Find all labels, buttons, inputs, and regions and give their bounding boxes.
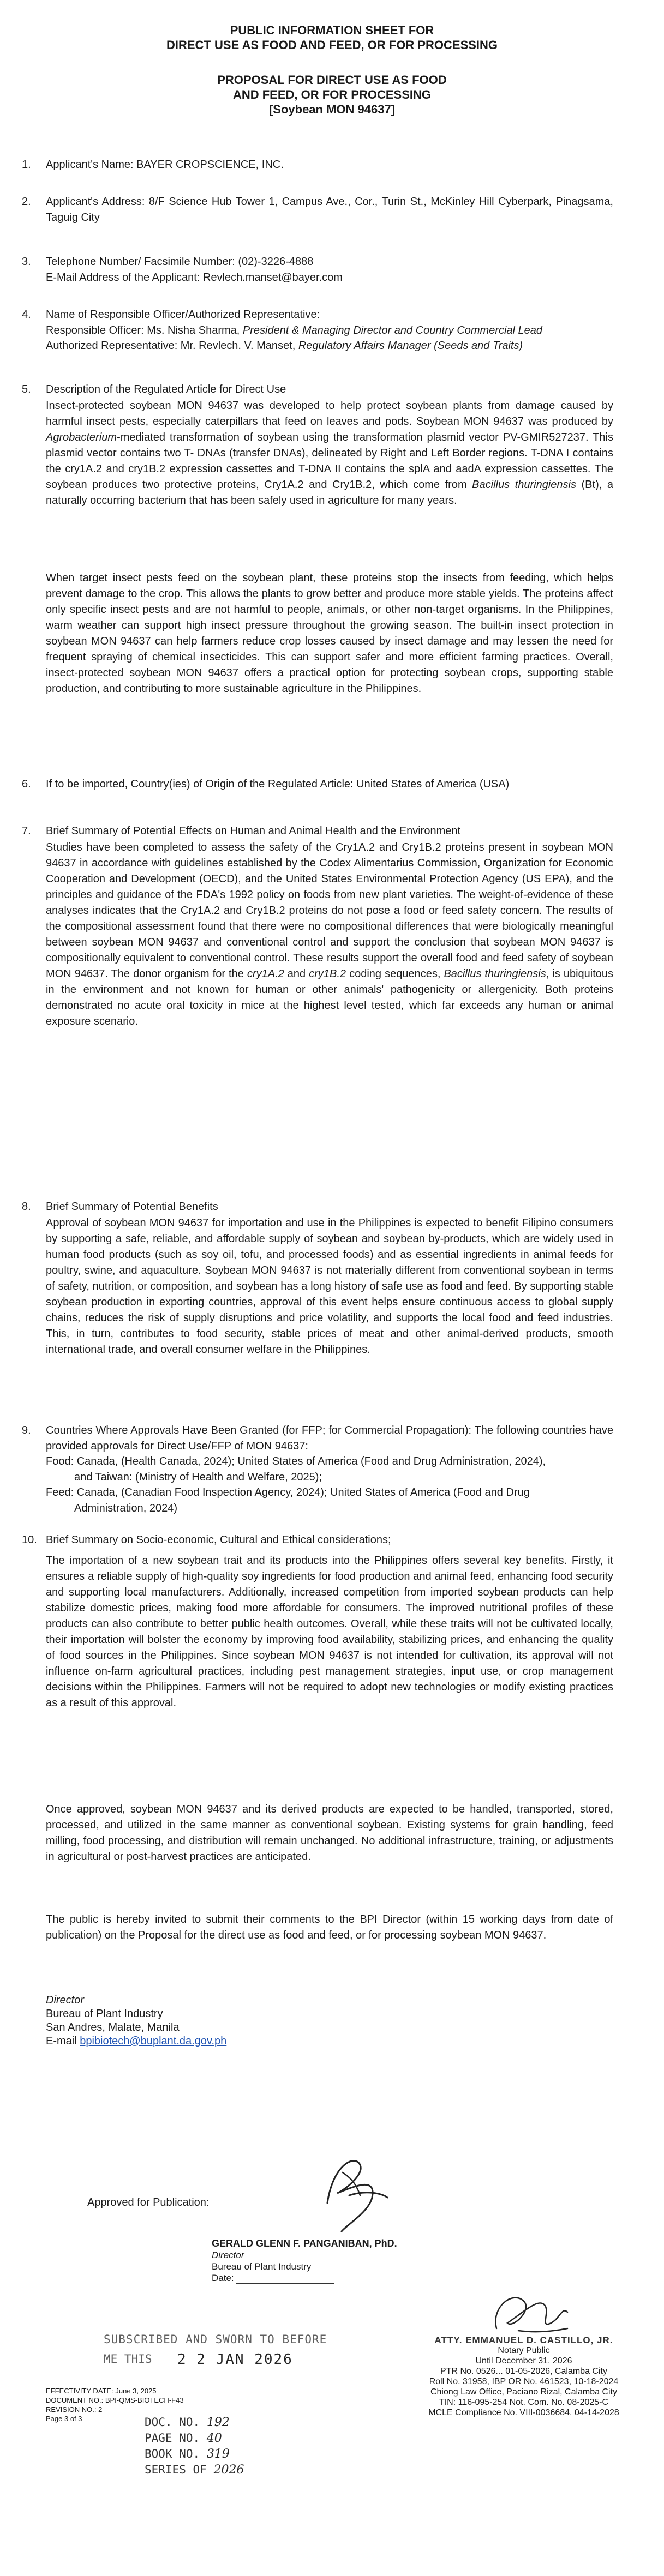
header-title-1: PUBLIC INFORMATION SHEET FOR bbox=[230, 23, 434, 37]
paragraph-7: Studies have been completed to assess the safety of the Cry1A.2 and Cry1B.2 proteins present in soybean MON 94637 in accordance with guidelines established by the Codex Alimentarius Commission, Organization for Economic Cooperation and Development (OECD), and the United States Environmental Protection Agency (US EPA), and the principles and guidance of the FDA's 1992 policy on foods from new plant varieties. The weight-of-evidence of these analyses indicates that the Cry1A.2 and Cry1B.2 proteins do not pose a food or feed safety concern. The results of the compositional assessment found that there were no compositional differences that were biologically meaningful between soybean MON 94637 and conventional control and support the conclusion that soybean MON 94637 is compositionally equivalent to conventional control. These results support the overall food and feed safety of soybean MON 94637. The donor organism for the cry1A.2 and cry1B.2 coding sequences, Bacillus thuringiensis, is ubiquitous in the environment and not known for human or other animals' pathogenicity or allergenicity. Both proteins demonstrated no acute oral toxicity in mice at the highest level tested, which far exceeds any human or animal exposure scenario. bbox=[46, 841, 614, 1027]
country-of-origin: If to be imported, Country(ies) of Origin of the Regulated Article: United States of America (USA) bbox=[46, 778, 510, 790]
paragraph-5a: Insect-protected soybean MON 94637 was developed to help protect soybean plants from damage caused by harmful insect pests, especially caterpillars that feed on leaves and pods. Soybean MON 94637 was produced by Agrobacterium-mediated transformation of soybean using the transformation plasmid vector PV-GMIR527237. This plasmid vector contains two T- DNAs (transfer DNAs), delineated by Right and Left Border regions. T-DNA I contains the cry1A.2 and cry1B.2 expression cassettes and T-DNA II contains the splA and aadA expression cassettes. The soybean produces two protective proteins, Cry1A.2 and Cry1B.2, which come from Bacillus thuringiensis (Bt), a naturally occurring bacterium that has been safely used in agriculture for many years. bbox=[46, 400, 613, 507]
series-of: SERIES OF 2026 bbox=[145, 2463, 244, 2477]
food-approvals-cont: and Taiwan: (Ministry of Health and Welfare, 2025); bbox=[74, 1471, 322, 1483]
proposal-subject: [Soybean MON 94637] bbox=[268, 103, 396, 116]
notarial-register bbox=[145, 2415, 244, 2478]
bureau-address: San Andres, Malate, Manila bbox=[46, 2021, 180, 2033]
feed-approvals-cont: Administration, 2024) bbox=[74, 1502, 177, 1514]
item-number: 8. bbox=[22, 1201, 31, 1213]
section-5-heading: Description of the Regulated Article for Direct Use bbox=[46, 383, 286, 395]
item-4 bbox=[22, 307, 613, 354]
item-7 bbox=[22, 823, 613, 839]
effectivity-date: EFFECTIVITY DATE: June 3, 2025 bbox=[46, 2387, 157, 2395]
food-approvals: Food: Canada, (Health Canada, 2024); United States of America (Food and Drug Administration, 2024), bbox=[46, 1455, 546, 1467]
feed-approvals: Feed: Canada, (Canadian Food Inspection Agency, 2024); United States of America (Food and Drug bbox=[46, 1486, 530, 1498]
proposal-title-2: AND FEED, OR FOR PROCESSING bbox=[232, 88, 432, 101]
stamp-date: 2 2 JAN 2026 bbox=[177, 2351, 293, 2368]
director-address-block bbox=[46, 1994, 226, 2048]
telephone-number: Telephone Number/ Facsimile Number: (02)-3226-4888 bbox=[46, 256, 314, 268]
item-6 bbox=[22, 777, 613, 792]
public-invitation: The public is hereby invited to submit their comments to the BPI Director (within 15 working days from date of publication) on the Proposal for the direct use as food and feed, or for processing soybean MON 94637. bbox=[46, 1913, 613, 1941]
me-this-stamp: ME THIS bbox=[104, 2352, 152, 2366]
director-signature bbox=[295, 2143, 404, 2241]
responsible-officer: Responsible Officer: Ms. Nisha Sharma, President & Managing Director and Country Commercial Lead bbox=[46, 324, 543, 336]
item-number: 5. bbox=[22, 383, 31, 395]
item-number: 3. bbox=[22, 256, 31, 268]
notary-mcle: MCLE Compliance No. VIII-0036684, 04-14-2028 bbox=[428, 2408, 619, 2417]
header-title-2: DIRECT USE AS FOOD AND FEED, OR FOR PROCESSING bbox=[166, 38, 498, 52]
approver-name: GERALD GLENN F. PANGANIBAN, PhD. bbox=[212, 2238, 397, 2249]
notary-roll: Roll No. 31958, IBP OR No. 461523, 10-18-2024 bbox=[429, 2377, 619, 2386]
approved-for-publication-label: Approved for Publication: bbox=[87, 2196, 210, 2208]
page-number: Page 3 of 3 bbox=[46, 2415, 82, 2423]
item-3 bbox=[22, 254, 613, 285]
paragraph-10b: Once approved, soybean MON 94637 and its derived products are expected to be handled, transported, stored, processed, and utilized in the same manner as conventional soybean. Existing systems for grain handling, feed milling, food processing, and distribution will remain unchanged. No additional infrastructure, training, or adjustments in agricultural or post-harvest practices are anticipated. bbox=[46, 1803, 613, 1863]
item-10 bbox=[22, 1532, 613, 1548]
notary-until: Until December 31, 2026 bbox=[475, 2356, 572, 2366]
book-no: BOOK NO. 319 bbox=[145, 2447, 230, 2461]
approver-org: Bureau of Plant Industry bbox=[212, 2261, 312, 2272]
notary-address: Chiong Law Office, Paciano Rizal, Calamba City bbox=[430, 2387, 618, 2397]
item-number: 2. bbox=[22, 196, 31, 208]
paragraph-8: Approval of soybean MON 94637 for importation and use in the Philippines is expected to benefit Filipino consumers by supporting a safe, reliable, and affordable supply of soybean and soybean by-products, which are widely used in human food products (such as soy oil, tofu, and processed foods) and as essential ingredients in animal feeds for poultry, swine, and aquaculture. Soybean MON 94637 is not materially different from conventional soybean in terms of safety, nutrition, or composition, and soybean has a long history of safe use as food and feed. By supporting stable soybean production in exporting countries, approval of this event helps ensure continuous access to global supply chains, reduces the risk of supply disruptions and price volatility, and supports the local food and feed industries. This, in turn, contributes to food security, stable prices of meat and other animal-derived products, smooth international trade, and overall consumer welfare in the Philippines. bbox=[46, 1217, 613, 1356]
paragraph-5b: When target insect pests feed on the soybean plant, these proteins stop the insects from feeding, which helps prevent damage to the crop. This allows the plants to grow better and produce more stable yields. The proteins affect only specific insect pests and are not harmful to people, animals, or other non-target organisms. In the Philippines, warm weather can support high insect pressure throughout the growing season. The built-in insect protection in soybean MON 94637 can help farmers reduce crop losses caused by insect damage and may lessen the need for frequent spraying of chemical insecticides. This can support safer and more efficient farming practices. Overall, insect-protected soybean MON 94637 offers a practical option for protecting soybean crops, supporting stable production, and contributing to more sustainable agriculture in the Philippines. bbox=[46, 572, 613, 695]
item-number: 1. bbox=[22, 159, 31, 171]
item-2 bbox=[22, 194, 613, 225]
applicant-name: Applicant's Name: BAYER CROPSCIENCE, INC. bbox=[46, 159, 284, 171]
authorized-representative: Authorized Representative: Mr. Revlech. V. Manset, Regulatory Affairs Manager (Seeds and Traits) bbox=[46, 340, 523, 352]
bureau-email: E-mail bpibiotech@buplant.da.gov.ph bbox=[46, 2035, 227, 2047]
revision-number: REVISION NO.: 2 bbox=[46, 2405, 103, 2414]
email-link[interactable]: bpibiotech@buplant.da.gov.ph bbox=[80, 2035, 227, 2047]
approver-signature-block bbox=[212, 2238, 397, 2284]
applicant-address: Applicant's Address: 8/F Science Hub Tower 1, Campus Ave., Cor., Turin St., McKinley Hill Cyberpark, Pinagsama, Taguig City bbox=[46, 196, 613, 224]
bureau-name: Bureau of Plant Industry bbox=[46, 2008, 163, 2020]
item-number: 6. bbox=[22, 778, 31, 790]
section-8-heading: Brief Summary of Potential Benefits bbox=[46, 1201, 218, 1213]
notary-tin: TIN: 116-095-254 Not. Com. No. 08-2025-C bbox=[439, 2398, 609, 2407]
doc-no: DOC. NO. 192 bbox=[145, 2416, 230, 2429]
item-number: 7. bbox=[22, 825, 31, 837]
document-number: DOCUMENT NO.: BPI-QMS-BIOTECH-F43 bbox=[46, 2396, 184, 2404]
notary-name: ATTY. EMMANUEL D. CASTILLO, JR. bbox=[434, 2335, 613, 2345]
page-no: PAGE NO. 40 bbox=[145, 2431, 222, 2445]
section-7-heading: Brief Summary of Potential Effects on Human and Animal Health and the Environment bbox=[46, 825, 461, 837]
notary-title: Notary Public bbox=[498, 2346, 550, 2355]
item-number: 10. bbox=[22, 1534, 37, 1546]
section-10-heading: Brief Summary on Socio-economic, Cultural and Ethical considerations; bbox=[46, 1534, 391, 1546]
item-8 bbox=[22, 1199, 613, 1215]
director-title: Director bbox=[46, 1994, 85, 2006]
officer-heading: Name of Responsible Officer/Authorized Representative: bbox=[46, 309, 320, 321]
proposal-title-1: PROPOSAL FOR DIRECT USE AS FOOD bbox=[217, 73, 447, 87]
notary-ptr: PTR No. 0526... 01-05-2026, Calamba City bbox=[440, 2367, 607, 2376]
approvals-heading: Countries Where Approvals Have Been Granted (for FFP; for Commercial Propagation): The following countries have provided approvals for Direct Use/FFP of MON 94637: bbox=[46, 1424, 613, 1452]
item-5 bbox=[22, 382, 613, 398]
applicant-email: E-Mail Address of the Applicant: Revlech.manset@bayer.com bbox=[46, 271, 343, 284]
item-9 bbox=[22, 1423, 613, 1516]
item-number: 9. bbox=[22, 1424, 31, 1436]
subscribed-stamp: SUBSCRIBED AND SWORN TO BEFORE bbox=[104, 2333, 327, 2346]
paragraph-10a: The importation of a new soybean trait and its products into the Philippines offers several key benefits. Firstly, it ensures a reliable supply of high-quality soy ingredients for food production and animal feed, enhancing food security and supporting local manufacturers. Additionally, increased competition from imported soybean products can help stabilize domestic prices, making food more affordable for consumers. The improved nutritional profiles of these products can also contribute to better public health outcomes. Overall, while these traits will not be cultivated locally, their importation will bolster the economy by improving food availability, stabilizing prices, and enhancing the quality of food sources in the Philippines. Since soybean MON 94637 is not intended for cultivation, its approval will not influence on-farm agricultural practices, including pest management strategies, input use, or crop management decisions within the Philippines. Farmers will not be required to adopt new technologies or modify existing practices as a result of this approval. bbox=[46, 1555, 613, 1709]
notary-block bbox=[415, 2335, 633, 2418]
approval-date: Date: bbox=[212, 2272, 397, 2284]
approver-role: Director bbox=[212, 2250, 244, 2260]
item-number: 4. bbox=[22, 309, 31, 321]
item-1 bbox=[22, 157, 613, 173]
